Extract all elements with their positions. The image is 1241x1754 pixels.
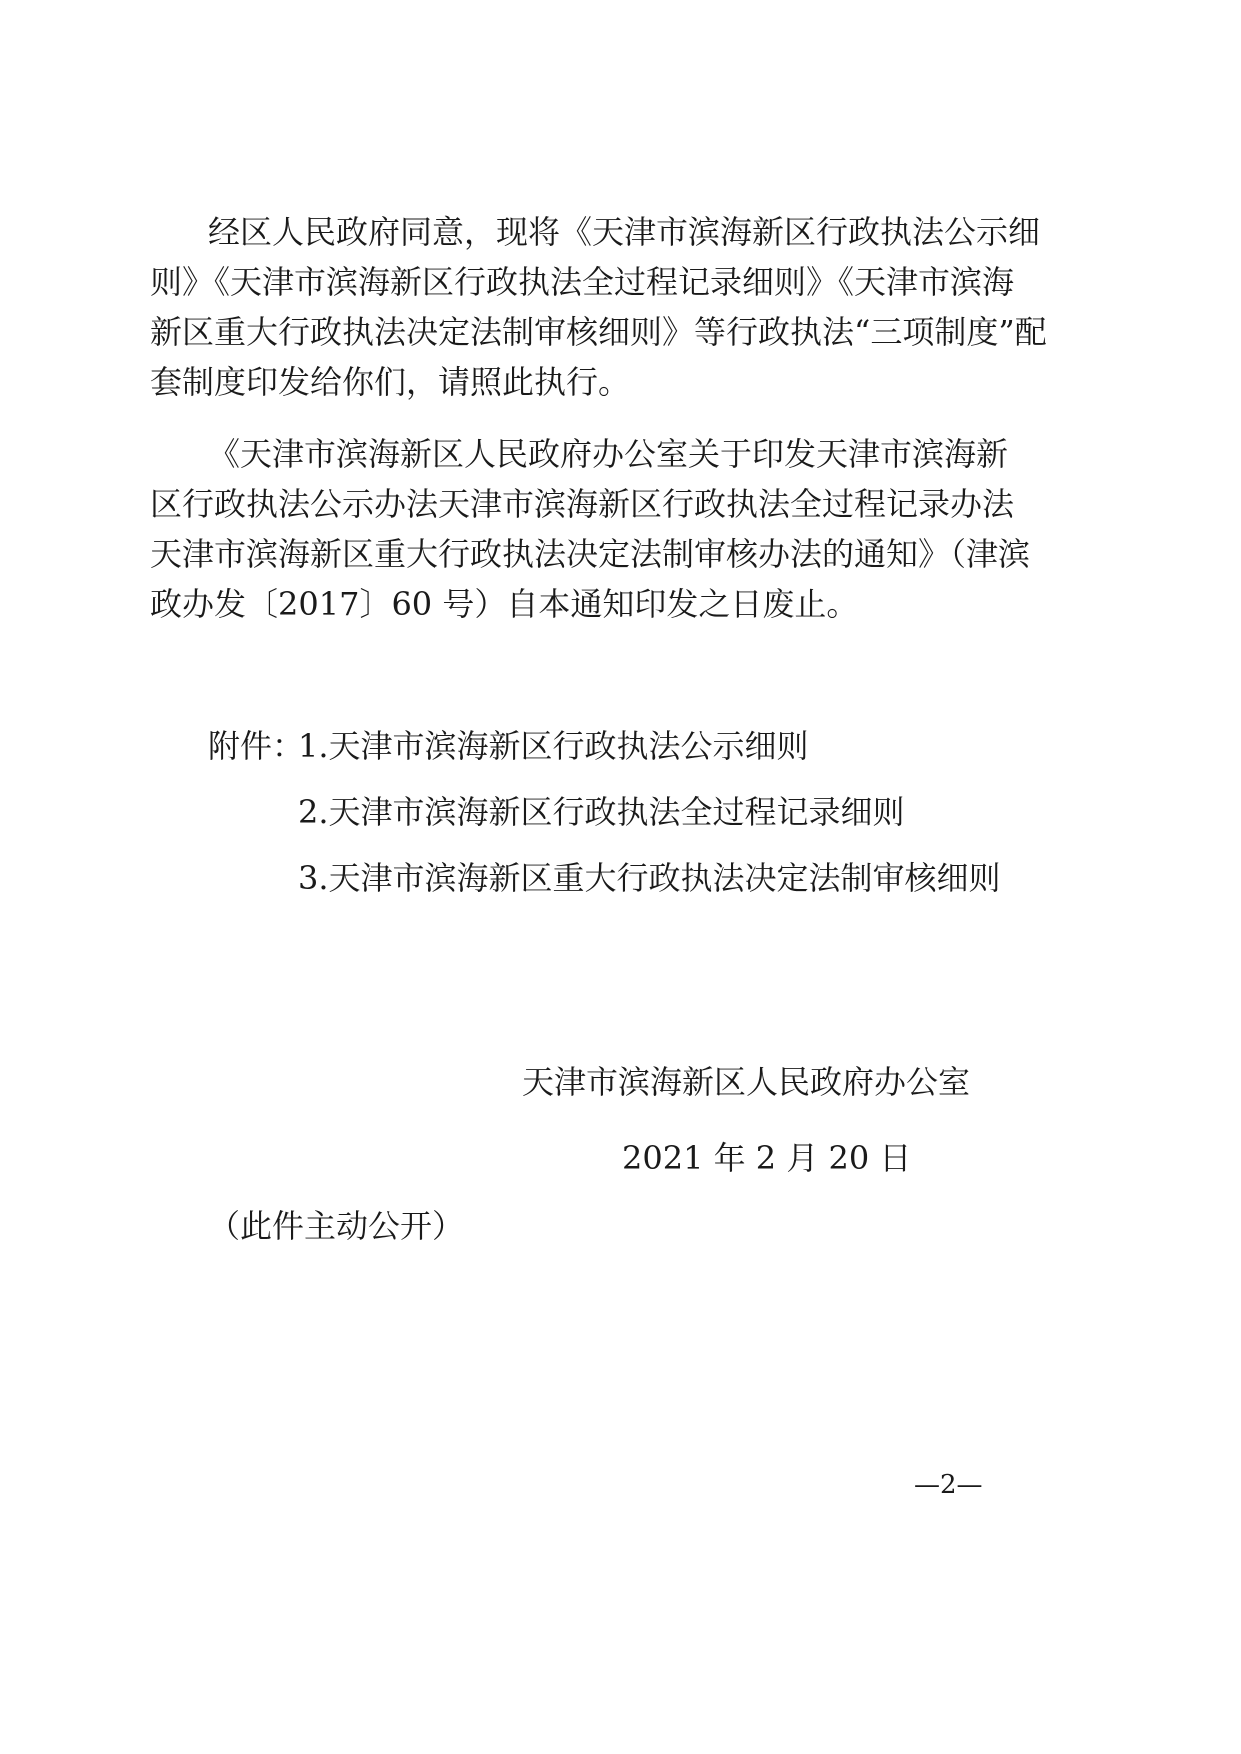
attachment-item-3: 3.天津市滨海新区重大行政执法决定法制审核细则 — [298, 859, 1001, 897]
attachment-item-2: 2.天津市滨海新区行政执法全过程记录细则 — [298, 793, 905, 831]
attachment-item-1: 1.天津市滨海新区行政执法公示细则 — [298, 727, 809, 765]
paragraph1-line-4: 套制度印发给你们，请照此执行。 — [150, 363, 631, 401]
paragraph1-line-2: 则》《天津市滨海新区行政执法全过程记录细则》《天津市滨海 — [150, 263, 1015, 301]
issuer-name: 天津市滨海新区人民政府办公室 — [522, 1063, 971, 1101]
paragraph2-line-3: 天津市滨海新区重大行政执法决定法制审核办法的通知》（津滨 — [150, 535, 1031, 573]
issue-date: 2021 年 2 月 20 日 — [622, 1139, 912, 1177]
page-number: —2— — [914, 1470, 983, 1500]
paragraph1-line-3: 新区重大行政执法决定法制审核细则》等行政执法“三项制度”配 — [150, 313, 1047, 351]
paragraph2-line-4: 政办发〔2017〕60 号）自本通知印发之日废止。 — [150, 585, 859, 623]
paragraph1-line-1: 经区人民政府同意，现将《天津市滨海新区行政执法公示细 — [208, 213, 1041, 251]
attachments-label: 附件： — [208, 727, 305, 765]
paragraph2-line-2: 区行政执法公示办法天津市滨海新区行政执法全过程记录办法 — [150, 485, 1015, 523]
paragraph2-line-1: 《天津市滨海新区人民政府办公室关于印发天津市滨海新 — [208, 435, 1009, 473]
disclosure-note: （此件主动公开） — [208, 1207, 465, 1245]
